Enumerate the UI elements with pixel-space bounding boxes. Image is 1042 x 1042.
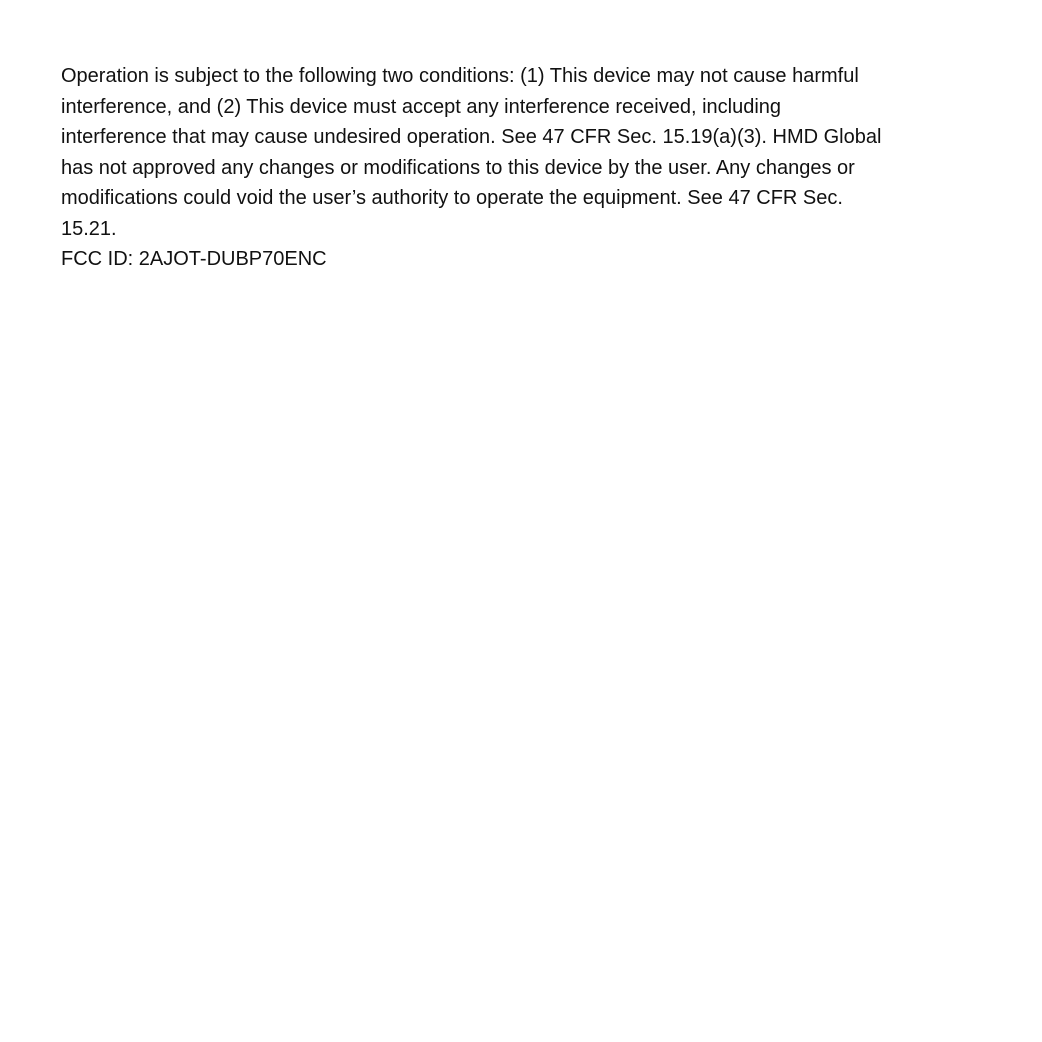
statement-line: modifications could void the user’s authority to operate the equipment. See 47 CFR Sec. [61, 187, 843, 209]
statement-line: Operation is subject to the following two conditions: (1) This device may not cause harmful [61, 65, 859, 87]
fcc-id: FCC ID: 2AJOT-DUBP70ENC [61, 248, 327, 270]
statement-line: 15.21. [61, 217, 117, 240]
statement-line: has not approved any changes or modifications to this device by the user. Any changes or [61, 156, 855, 179]
fcc-statement [61, 61, 991, 275]
statement-line: interference that may cause undesired operation. See 47 CFR Sec. 15.19(a)(3). HMD Global [61, 126, 882, 148]
statement-line: interference, and (2) This device must accept any interference received, including [61, 95, 782, 118]
